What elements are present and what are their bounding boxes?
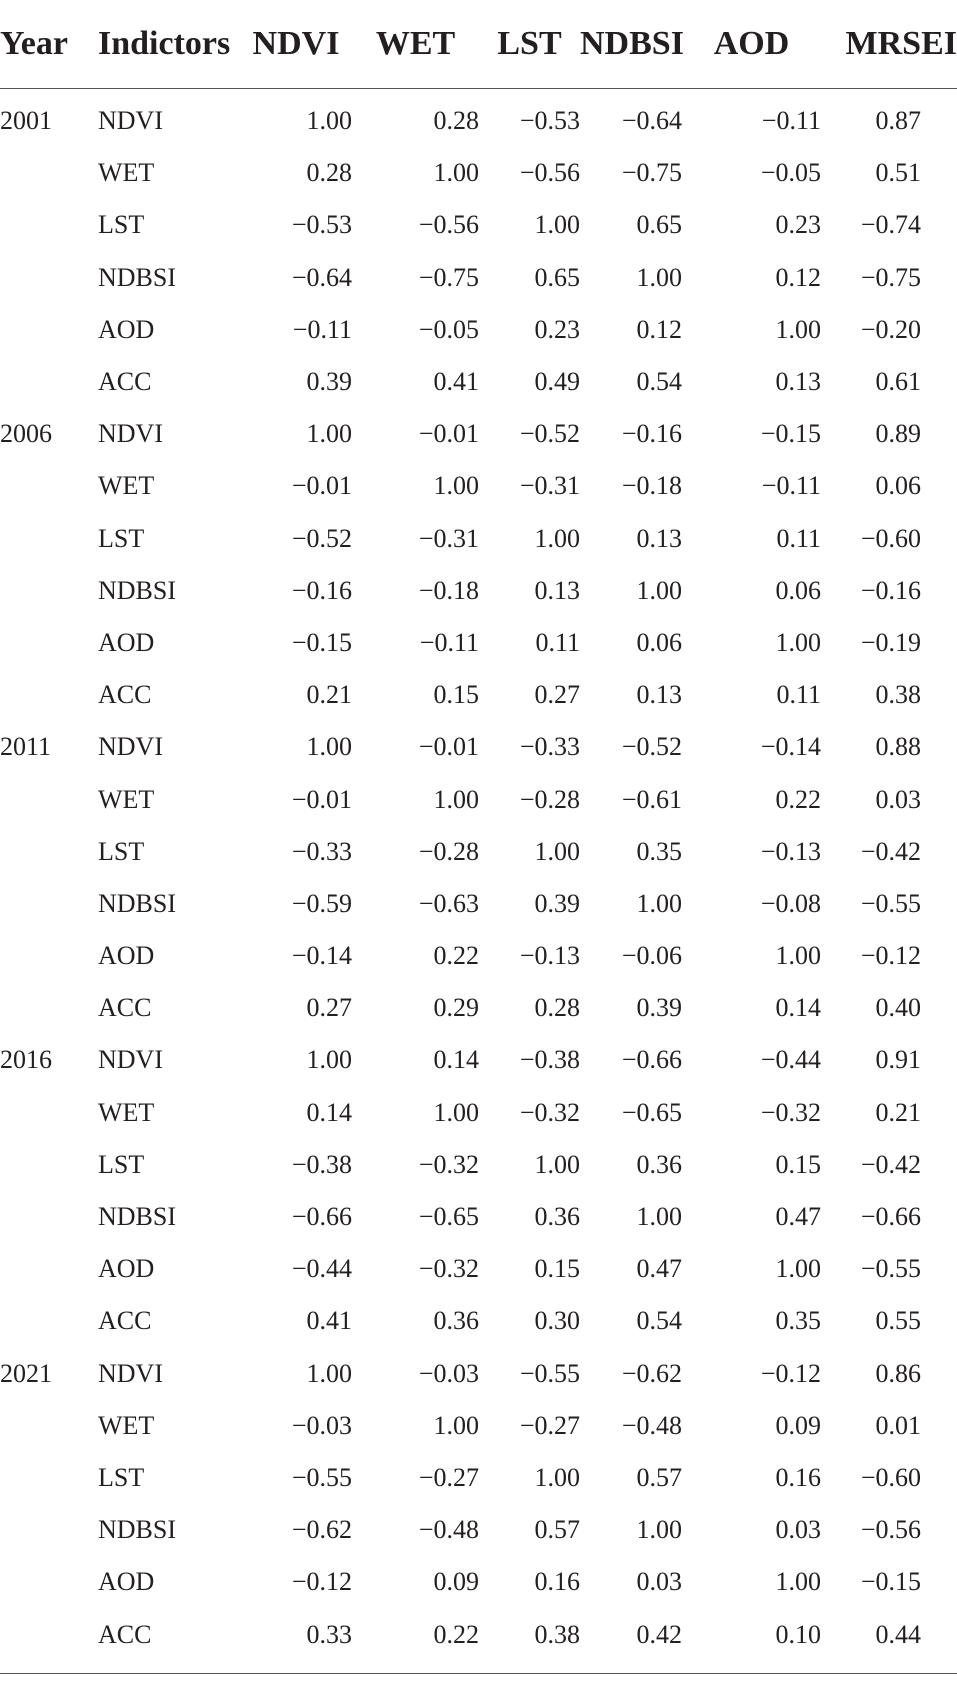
- year-cell: 2016: [0, 1045, 52, 1075]
- ndvi-value: −0.14: [291, 941, 352, 971]
- ndbsi-value: 0.03: [636, 1567, 682, 1597]
- aod-value: 0.06: [775, 575, 821, 605]
- mrsei-value: −0.66: [860, 1202, 921, 1232]
- ndvi-value: −0.53: [291, 210, 352, 240]
- ndvi-value: −0.33: [291, 836, 352, 866]
- lst-value: 0.49: [534, 367, 580, 397]
- mrsei-value: −0.55: [860, 888, 921, 918]
- indicator-cell: ACC: [98, 993, 152, 1023]
- year-cell: [0, 460, 90, 512]
- indicator-cell: ACC: [98, 367, 152, 397]
- ndvi-value: −0.38: [291, 1149, 352, 1179]
- ndbsi-value: −0.18: [621, 471, 682, 501]
- indicator-cell: WET: [98, 1097, 155, 1127]
- column-header-wet: WET: [352, 0, 479, 89]
- aod-value: −0.15: [760, 419, 821, 449]
- table-row: [0, 826, 957, 878]
- indicator-cell: NDVI: [98, 419, 163, 449]
- indicator-cell: NDBSI: [98, 888, 177, 918]
- aod-value: 0.11: [776, 523, 821, 553]
- ndbsi-value: 0.36: [636, 1149, 682, 1179]
- lst-value: 1.00: [534, 836, 580, 866]
- year-cell: [0, 199, 90, 251]
- ndbsi-value: 0.42: [636, 1619, 682, 1649]
- ndbsi-value: 1.00: [636, 888, 682, 918]
- table-row: [0, 565, 957, 617]
- wet-value: −0.03: [418, 1358, 479, 1388]
- ndbsi-value: −0.75: [621, 158, 682, 188]
- table-row: [0, 1295, 957, 1347]
- ndbsi-value: 0.12: [636, 314, 682, 344]
- wet-value: 1.00: [433, 471, 479, 501]
- ndbsi-value: −0.61: [621, 784, 682, 814]
- year-cell: [0, 147, 90, 199]
- year-cell: [0, 513, 90, 565]
- mrsei-value: −0.60: [860, 523, 921, 553]
- year-cell: [0, 252, 90, 304]
- ndbsi-value: −0.66: [621, 1045, 682, 1075]
- column-header-mrsei: MRSEI: [821, 0, 957, 89]
- ndbsi-value: 0.47: [636, 1254, 682, 1284]
- wet-value: 1.00: [433, 1097, 479, 1127]
- aod-value: 0.10: [775, 1619, 821, 1649]
- table-row: [0, 1348, 957, 1400]
- aod-value: 0.14: [775, 993, 821, 1023]
- ndvi-value: −0.16: [291, 575, 352, 605]
- column-header-lst: LST: [479, 0, 580, 89]
- ndvi-value: 0.39: [306, 367, 352, 397]
- wet-value: −0.48: [418, 1515, 479, 1545]
- lst-value: 0.13: [534, 575, 580, 605]
- table-row: [0, 1556, 957, 1608]
- indicator-cell: LST: [98, 1149, 145, 1179]
- ndvi-value: 0.33: [306, 1619, 352, 1649]
- table-row: [0, 513, 957, 565]
- column-header-aod: AOD: [682, 0, 821, 89]
- lst-value: 0.30: [534, 1306, 580, 1336]
- table-row: [0, 1608, 957, 1660]
- table-row: [0, 147, 957, 199]
- wet-value: −0.32: [418, 1149, 479, 1179]
- table-row: [0, 304, 957, 356]
- lst-value: −0.52: [519, 419, 580, 449]
- table-row: [0, 460, 957, 512]
- indicator-cell: NDBSI: [98, 1515, 177, 1545]
- year-cell: [0, 565, 90, 617]
- aod-value: 1.00: [775, 627, 821, 657]
- table-row: [0, 1504, 957, 1556]
- year-cell: [0, 1556, 90, 1608]
- indicator-cell: WET: [98, 1410, 155, 1440]
- column-header-ndbsi: NDBSI: [580, 0, 682, 89]
- aod-value: −0.05: [760, 158, 821, 188]
- indicator-cell: WET: [98, 784, 155, 814]
- table-row: [0, 617, 957, 669]
- indicator-cell: AOD: [98, 1254, 155, 1284]
- year-cell: [0, 982, 90, 1034]
- table-row: [0, 199, 957, 251]
- year-cell: [0, 773, 90, 825]
- table-row: [0, 1400, 957, 1452]
- ndbsi-value: 0.13: [636, 680, 682, 710]
- indicator-cell: WET: [98, 471, 155, 501]
- wet-value: 1.00: [433, 1410, 479, 1440]
- ndbsi-value: −0.64: [621, 106, 682, 136]
- mrsei-value: −0.74: [860, 210, 921, 240]
- mrsei-value: 0.51: [875, 158, 921, 188]
- ndvi-value: −0.55: [291, 1462, 352, 1492]
- year-cell: [0, 878, 90, 930]
- mrsei-value: 0.38: [875, 680, 921, 710]
- table-row: [0, 1139, 957, 1191]
- aod-value: −0.08: [760, 888, 821, 918]
- lst-value: 1.00: [534, 210, 580, 240]
- wet-value: −0.32: [418, 1254, 479, 1284]
- wet-value: −0.28: [418, 836, 479, 866]
- mrsei-value: 0.87: [875, 106, 921, 136]
- table-row: [0, 252, 957, 304]
- ndvi-value: −0.52: [291, 523, 352, 553]
- wet-value: 1.00: [433, 158, 479, 188]
- mrsei-value: 0.91: [875, 1045, 921, 1075]
- ndvi-value: 0.27: [306, 993, 352, 1023]
- table-row: [0, 1034, 957, 1086]
- year-cell: [0, 1608, 90, 1660]
- aod-value: −0.11: [761, 471, 821, 501]
- aod-value: 1.00: [775, 314, 821, 344]
- lst-value: 0.65: [534, 262, 580, 292]
- table-row: [0, 1243, 957, 1295]
- year-cell: [0, 1452, 90, 1504]
- table-row: [0, 89, 957, 148]
- mrsei-value: 0.89: [875, 419, 921, 449]
- table-body: [0, 89, 957, 1661]
- year-cell: [0, 1243, 90, 1295]
- wet-value: −0.75: [418, 262, 479, 292]
- indicator-cell: NDVI: [98, 106, 163, 136]
- lst-value: −0.32: [519, 1097, 580, 1127]
- wet-value: −0.01: [418, 419, 479, 449]
- year-cell: [0, 1191, 90, 1243]
- wet-value: 0.29: [433, 993, 479, 1023]
- ndvi-value: 0.21: [306, 680, 352, 710]
- wet-value: −0.63: [418, 888, 479, 918]
- ndbsi-value: 1.00: [636, 1515, 682, 1545]
- ndbsi-value: 0.13: [636, 523, 682, 553]
- mrsei-value: −0.19: [860, 627, 921, 657]
- mrsei-value: 0.40: [875, 993, 921, 1023]
- wet-value: 0.15: [433, 680, 479, 710]
- ndbsi-value: −0.65: [621, 1097, 682, 1127]
- wet-value: 0.22: [433, 941, 479, 971]
- lst-value: 0.36: [534, 1202, 580, 1232]
- lst-value: −0.28: [519, 784, 580, 814]
- wet-value: 0.14: [433, 1045, 479, 1075]
- lst-value: 0.57: [534, 1515, 580, 1545]
- ndvi-value: 1.00: [306, 419, 352, 449]
- indicator-cell: WET: [98, 158, 155, 188]
- mrsei-value: 0.03: [875, 784, 921, 814]
- column-header-year: Year: [0, 0, 90, 89]
- year-cell: [0, 1087, 90, 1139]
- mrsei-value: −0.20: [860, 314, 921, 344]
- table-row: [0, 982, 957, 1034]
- indicator-cell: NDBSI: [98, 575, 177, 605]
- lst-value: 0.38: [534, 1619, 580, 1649]
- wet-value: −0.31: [418, 523, 479, 553]
- lst-value: 0.16: [534, 1567, 580, 1597]
- table-bottom-rule: [0, 1673, 957, 1674]
- ndbsi-value: 0.65: [636, 210, 682, 240]
- ndbsi-value: −0.16: [621, 419, 682, 449]
- ndbsi-value: 1.00: [636, 262, 682, 292]
- indicator-cell: AOD: [98, 941, 155, 971]
- lst-value: 1.00: [534, 1149, 580, 1179]
- table-header-row: [0, 0, 957, 89]
- aod-value: 0.12: [775, 262, 821, 292]
- year-cell: [0, 930, 90, 982]
- aod-value: −0.12: [760, 1358, 821, 1388]
- table-row: [0, 356, 957, 408]
- lst-value: 0.39: [534, 888, 580, 918]
- table-row: [0, 669, 957, 721]
- wet-value: 0.09: [433, 1567, 479, 1597]
- aod-value: 1.00: [775, 1567, 821, 1597]
- mrsei-value: 0.88: [875, 732, 921, 762]
- indicator-cell: LST: [98, 523, 145, 553]
- ndbsi-value: 1.00: [636, 575, 682, 605]
- ndvi-value: −0.59: [291, 888, 352, 918]
- lst-value: −0.56: [519, 158, 580, 188]
- mrsei-value: 0.55: [875, 1306, 921, 1336]
- ndvi-value: 1.00: [306, 732, 352, 762]
- mrsei-value: −0.12: [860, 941, 921, 971]
- lst-value: −0.27: [519, 1410, 580, 1440]
- wet-value: −0.11: [419, 627, 479, 657]
- ndvi-value: −0.03: [291, 1410, 352, 1440]
- aod-value: −0.44: [760, 1045, 821, 1075]
- year-cell: [0, 356, 90, 408]
- ndbsi-value: 0.35: [636, 836, 682, 866]
- year-cell: [0, 1295, 90, 1347]
- year-cell: [0, 669, 90, 721]
- ndvi-value: −0.12: [291, 1567, 352, 1597]
- wet-value: −0.18: [418, 575, 479, 605]
- indicator-cell: ACC: [98, 680, 152, 710]
- aod-value: −0.11: [761, 106, 821, 136]
- lst-value: 0.28: [534, 993, 580, 1023]
- mrsei-value: −0.42: [860, 836, 921, 866]
- wet-value: 0.36: [433, 1306, 479, 1336]
- wet-value: −0.65: [418, 1202, 479, 1232]
- aod-value: 1.00: [775, 1254, 821, 1284]
- aod-value: 0.22: [775, 784, 821, 814]
- year-cell: [0, 826, 90, 878]
- aod-value: 0.15: [775, 1149, 821, 1179]
- lst-value: 1.00: [534, 1462, 580, 1492]
- wet-value: 0.41: [433, 367, 479, 397]
- ndbsi-value: 0.57: [636, 1462, 682, 1492]
- mrsei-value: −0.55: [860, 1254, 921, 1284]
- lst-value: 0.11: [535, 627, 580, 657]
- indicator-cell: LST: [98, 210, 145, 240]
- mrsei-value: −0.75: [860, 262, 921, 292]
- ndbsi-value: −0.48: [621, 1410, 682, 1440]
- ndvi-value: 0.28: [306, 158, 352, 188]
- column-header-ndvi: NDVI: [240, 0, 352, 89]
- lst-value: −0.53: [519, 106, 580, 136]
- indicator-cell: AOD: [98, 1567, 155, 1597]
- ndvi-value: 1.00: [306, 106, 352, 136]
- indicator-cell: NDBSI: [98, 1202, 177, 1232]
- mrsei-value: 0.61: [875, 367, 921, 397]
- wet-value: 0.22: [433, 1619, 479, 1649]
- lst-value: −0.13: [519, 941, 580, 971]
- lst-value: −0.38: [519, 1045, 580, 1075]
- ndvi-value: −0.01: [291, 784, 352, 814]
- ndvi-value: −0.62: [291, 1515, 352, 1545]
- aod-value: 0.09: [775, 1410, 821, 1440]
- year-cell: [0, 1139, 90, 1191]
- aod-value: 0.11: [776, 680, 821, 710]
- ndvi-value: −0.15: [291, 627, 352, 657]
- year-cell: 2021: [0, 1358, 52, 1388]
- lst-value: 0.15: [534, 1254, 580, 1284]
- ndvi-value: −0.66: [291, 1202, 352, 1232]
- aod-value: 0.23: [775, 210, 821, 240]
- year-cell: [0, 1400, 90, 1452]
- indicator-cell: NDBSI: [98, 262, 177, 292]
- year-cell: [0, 304, 90, 356]
- ndbsi-value: 0.06: [636, 627, 682, 657]
- mrsei-value: −0.56: [860, 1515, 921, 1545]
- indicator-cell: AOD: [98, 314, 155, 344]
- indicator-cell: NDVI: [98, 1358, 163, 1388]
- ndbsi-value: 0.54: [636, 1306, 682, 1336]
- lst-value: −0.55: [519, 1358, 580, 1388]
- aod-value: 0.35: [775, 1306, 821, 1336]
- ndvi-value: 0.41: [306, 1306, 352, 1336]
- aod-value: −0.13: [760, 836, 821, 866]
- table-row: [0, 1087, 957, 1139]
- mrsei-value: −0.16: [860, 575, 921, 605]
- ndvi-value: 0.14: [306, 1097, 352, 1127]
- year-cell: 2011: [0, 732, 52, 762]
- wet-value: −0.01: [418, 732, 479, 762]
- indicator-cell: NDVI: [98, 732, 163, 762]
- year-cell: 2001: [0, 106, 52, 136]
- table-row: [0, 1191, 957, 1243]
- table-row: [0, 1452, 957, 1504]
- wet-value: 1.00: [433, 784, 479, 814]
- aod-value: 0.16: [775, 1462, 821, 1492]
- aod-value: −0.32: [760, 1097, 821, 1127]
- column-header-indicators: Indictors: [90, 0, 240, 89]
- table-row: [0, 773, 957, 825]
- indicator-cell: ACC: [98, 1306, 152, 1336]
- table-row: [0, 721, 957, 773]
- lst-value: −0.33: [519, 732, 580, 762]
- ndvi-value: −0.64: [291, 262, 352, 292]
- wet-value: −0.05: [418, 314, 479, 344]
- ndvi-value: −0.44: [291, 1254, 352, 1284]
- aod-value: 0.47: [775, 1202, 821, 1232]
- indicator-cell: NDVI: [98, 1045, 163, 1075]
- aod-value: −0.14: [760, 732, 821, 762]
- ndbsi-value: −0.06: [621, 941, 682, 971]
- mrsei-value: −0.60: [860, 1462, 921, 1492]
- table-row: [0, 408, 957, 460]
- mrsei-value: 0.06: [875, 471, 921, 501]
- aod-value: 0.13: [775, 367, 821, 397]
- indicator-cell: LST: [98, 1462, 145, 1492]
- lst-value: 0.27: [534, 680, 580, 710]
- ndvi-value: 1.00: [306, 1045, 352, 1075]
- year-cell: 2006: [0, 419, 52, 449]
- year-cell: [0, 1504, 90, 1556]
- aod-value: 1.00: [775, 941, 821, 971]
- wet-value: −0.56: [418, 210, 479, 240]
- wet-value: −0.27: [418, 1462, 479, 1492]
- mrsei-value: 0.86: [875, 1358, 921, 1388]
- ndbsi-value: 0.39: [636, 993, 682, 1023]
- mrsei-value: 0.01: [875, 1410, 921, 1440]
- ndbsi-value: −0.62: [621, 1358, 682, 1388]
- aod-value: 0.03: [775, 1515, 821, 1545]
- year-cell: [0, 617, 90, 669]
- ndbsi-value: 1.00: [636, 1202, 682, 1232]
- indicator-cell: AOD: [98, 627, 155, 657]
- ndvi-value: 1.00: [306, 1358, 352, 1388]
- lst-value: −0.31: [519, 471, 580, 501]
- mrsei-value: −0.42: [860, 1149, 921, 1179]
- lst-value: 0.23: [534, 314, 580, 344]
- indicator-cell: ACC: [98, 1619, 152, 1649]
- mrsei-value: −0.15: [860, 1567, 921, 1597]
- ndbsi-value: −0.52: [621, 732, 682, 762]
- indicator-cell: LST: [98, 836, 145, 866]
- ndvi-value: −0.11: [292, 314, 352, 344]
- mrsei-value: 0.44: [875, 1619, 921, 1649]
- wet-value: 0.28: [433, 106, 479, 136]
- table-row: [0, 878, 957, 930]
- table-row: [0, 930, 957, 982]
- ndbsi-value: 0.54: [636, 367, 682, 397]
- mrsei-value: 0.21: [875, 1097, 921, 1127]
- ndvi-value: −0.01: [291, 471, 352, 501]
- lst-value: 1.00: [534, 523, 580, 553]
